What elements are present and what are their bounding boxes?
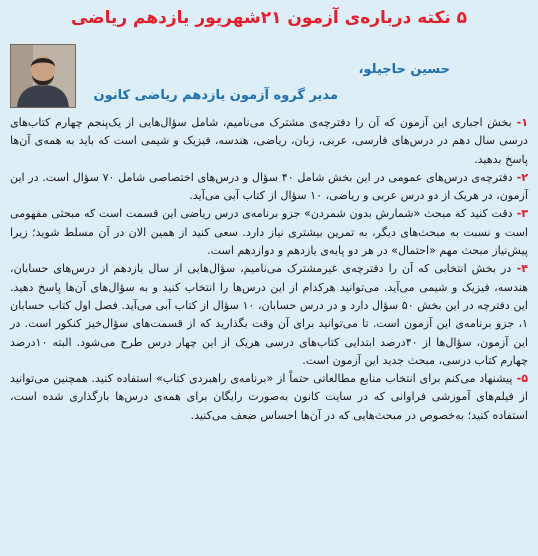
point-number: ۴ - [511,262,528,275]
point-number: ۲ - [513,171,528,184]
point-text: در بخش انتخابی که آن را دفترچه‌ی غیرمشترک می‌نامیم، سؤال‌هایی از سال یازدهم از درس‌های حسابان، هندسه، فیزیک و شیمی می‌آید. می‌توانید هرکدام از این درس‌ها را انتخاب کنید و به سؤال‌های آن‌ها پاسخ دهید. این دفترچه در این بخش ۵۰ سؤال دارد و در درس حسابان، ۱۰ سؤال از کتاب آبی می‌آید. فصل اول کتاب حسابان ۱، جزو برنامه‌ی این آزمون است. تا می‌توانید برای آن وقت بگذارید که از قسمت‌های سؤال‌خیز کنکور است. در این آزمون، سؤال‌ها از ۴۰درصد ابتدایی کتاب‌های درسی هریک از این چهار درس طرح می‌شود. البته ۱۰درصد چهارم کتاب درسی، مبحث جدید این آزمون است. [10,262,528,367]
point-item [10,370,528,425]
point-item [10,260,528,370]
author-role: مدیر گروه آزمون یازدهم ریاضی کانون [93,88,338,103]
point-text: دفترچه‌ی درس‌های عمومی در این بخش شامل ۴۰ سؤال و درس‌های اختصاصی شامل ۷۰ سؤال است. در این آزمون، در هریک از دو درس عربی و ریاضی، ۱۰ سؤال از کتاب آبی می‌آید. [10,170,528,203]
author-photo [10,44,76,108]
point-number: ۵ - [512,372,528,385]
point-text: دقت کنید که مبحث «شمارش بدون شمردن» جزو برنامه‌ی درس ریاضی این قسمت است که مبحثی مفهومی است و نسبت به مبحث‌های دیگر، به تمرین بیشتری نیاز دارد. سعی کنید از همین الان در آن مسلط شوید؛ زیرا پیش‌نیاز مبحث مهم «احتمال» در هر دو پایه‌ی یازدهم و دوازدهم است. [10,207,528,258]
article-body [10,114,528,425]
author-portrait-icon [11,45,75,107]
author-name: حسین حاجیلو، [358,62,450,77]
article-title: ۵ نکته درباره‌ی آزمون ۲۱شهریور یازدهم ریاضی [70,8,468,28]
point-item [10,205,528,260]
point-text: بخش اجباری این آزمون که آن را دفترچه‌ی مشترک می‌نامیم، شامل سؤال‌هایی از یک‌پنجم چهارم کتاب‌های درسی سال دهم در درس‌های فارسی، عربی، زبان، ریاضی، هندسه، فیزیک و شیمی است که باید به همه‌ی آن‌ها پاسخ بدهید. [10,116,528,166]
point-number: ۱ - [512,116,528,129]
point-number: ۳ - [513,207,528,220]
point-item [10,114,528,169]
point-item [10,169,528,206]
point-text: پیشنهاد می‌کنم برای انتخاب منابع مطالعاتی حتماً از «برنامه‌ی راهبردی کتاب» استفاده کنید. همچنین می‌توانید از فیلم‌های آموزشی فراوانی که در سایت کانون به‌صورت رایگان برای همه‌ی درس‌ها بارگذاری شده است، استفاده کنید؛ به‌خصوص در مبحث‌هایی که در آن‌ها احساس ضعف می‌کنید. [10,372,528,422]
